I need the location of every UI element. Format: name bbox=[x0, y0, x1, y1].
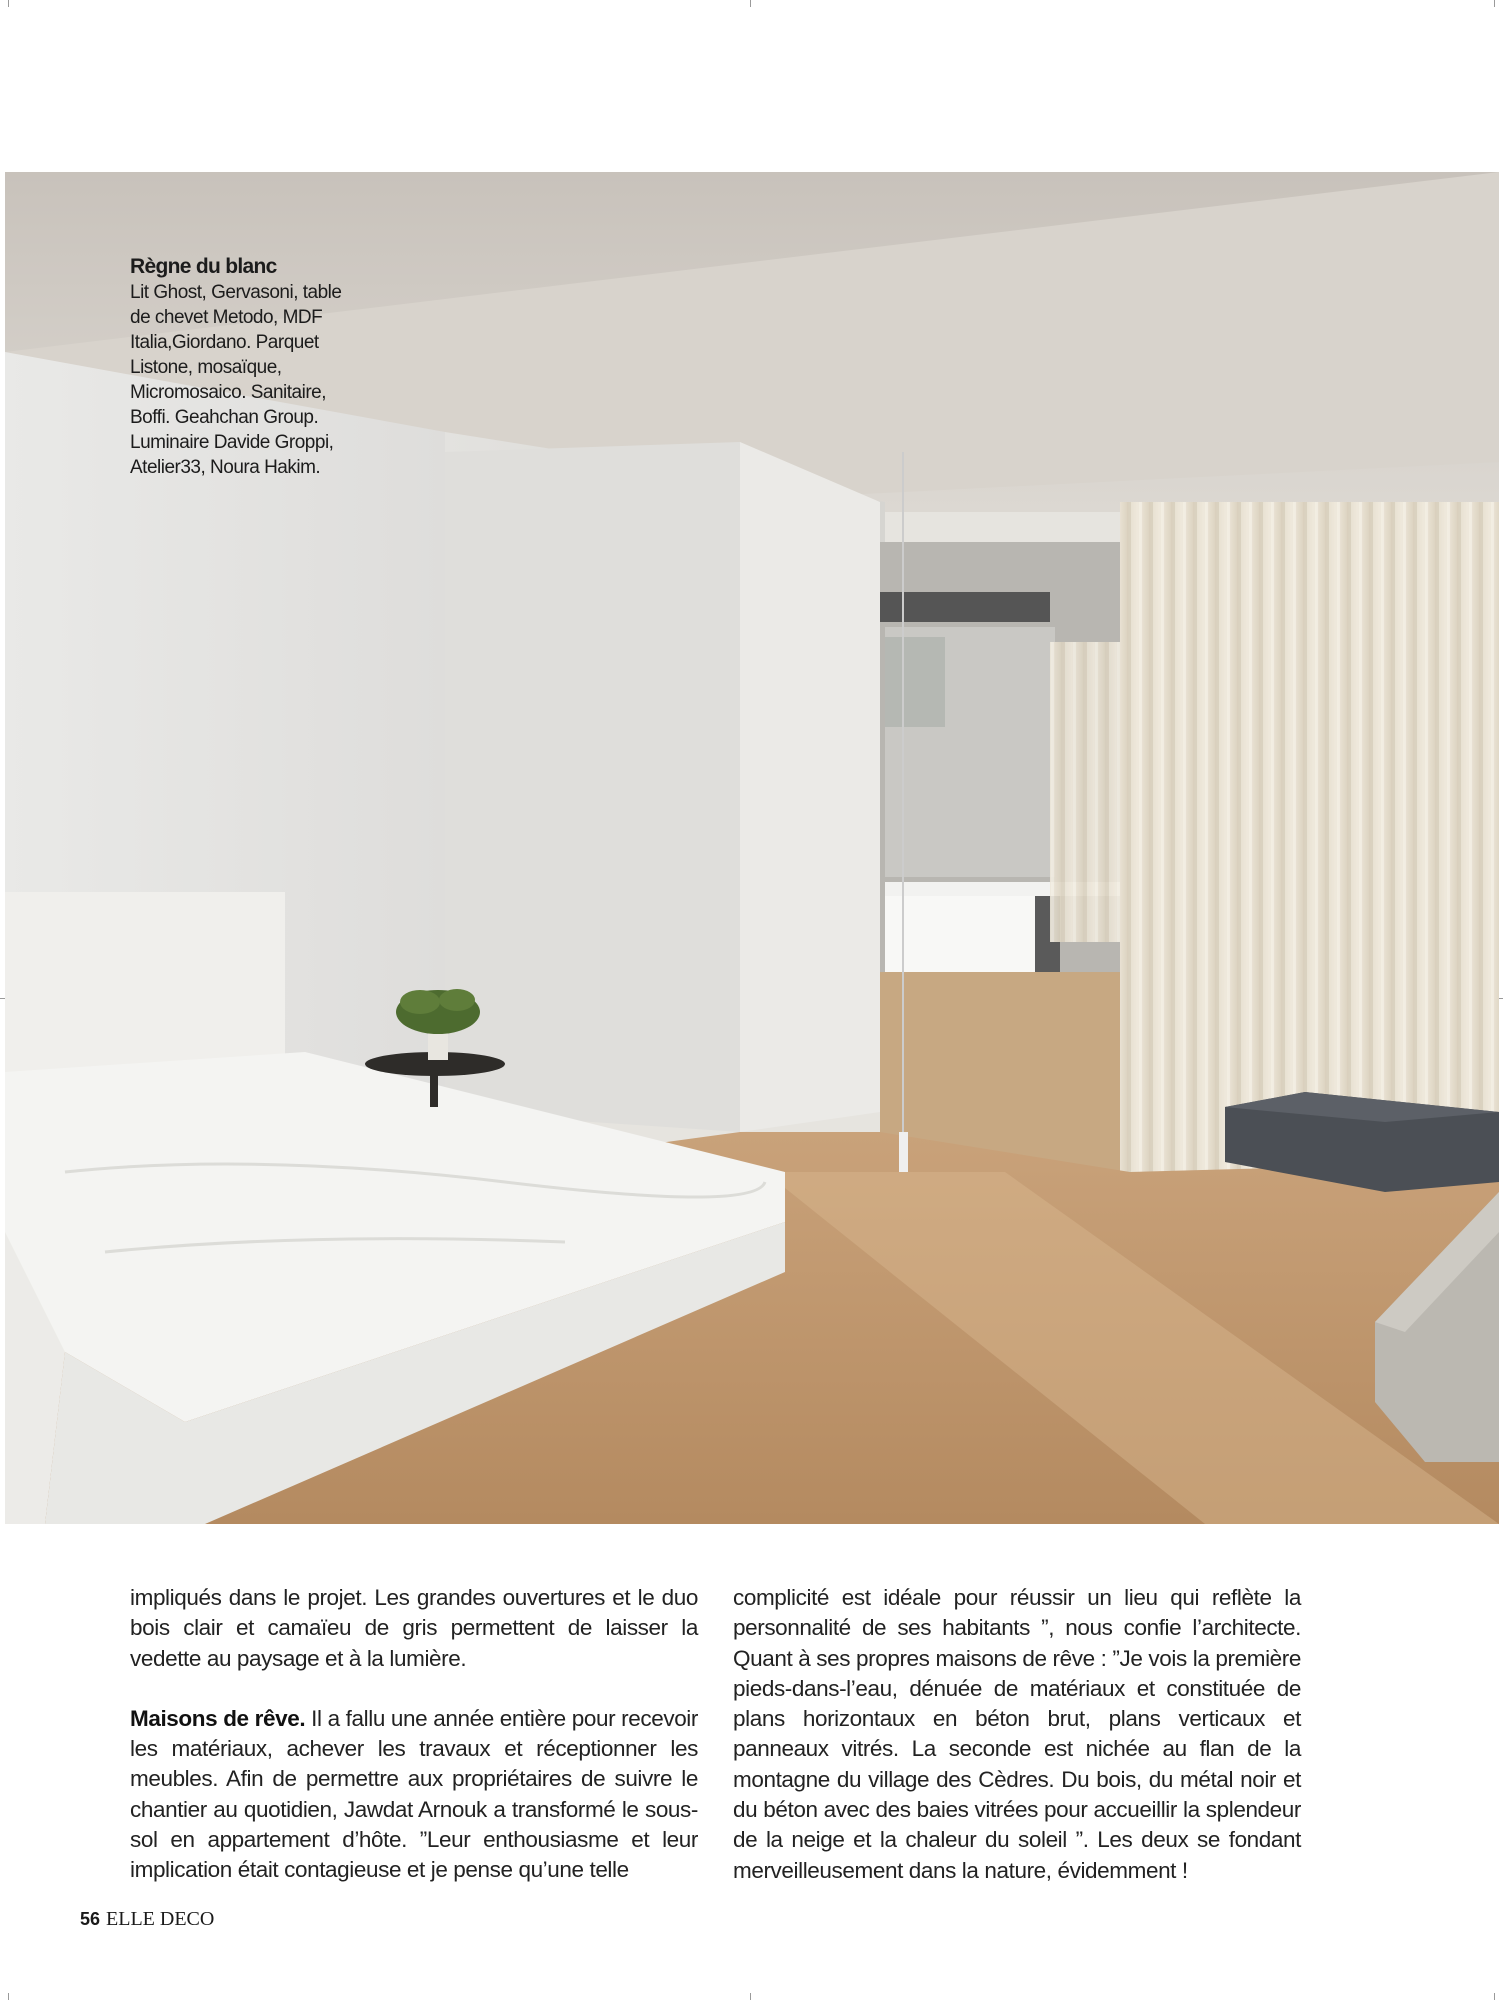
body-column-left bbox=[130, 1583, 698, 1886]
caption-line: Boffi. Geahchan Group. bbox=[130, 407, 319, 428]
caption-line: Atelier33, Noura Hakim. bbox=[130, 457, 321, 478]
crop-mark bbox=[750, 0, 751, 7]
paragraph bbox=[130, 1704, 698, 1886]
paragraph: complicité est idéale pour réussir un lieu qui reflète la personnalité de ses habitants ”, nous confie l’architecte. Quant à ses propres maisons de rêve : ”Je vois la première pieds-dans-l’eau, dénuée de matériaux et constituée de plans horizontaux en béton brut, plans verticaux et panneaux vitrés. La seconde est nichée au flan de la montagne du village des Cèdres. Du bois, du métal noir et du béton avec des baies vitrées pour accueillir la splendeur de la neige et la chaleur du soleil ”. Les deux se fondant merveilleusement dans la nature, évidemment ! bbox=[733, 1585, 1301, 1883]
caption-line: de chevet Metodo, MDF bbox=[130, 307, 323, 328]
page-folio bbox=[80, 1908, 214, 1931]
caption-title: Règne du blanc bbox=[130, 255, 277, 278]
page-number: 56 bbox=[80, 1909, 101, 1929]
magazine-name: ELLE DECO bbox=[106, 1908, 215, 1930]
section-heading: Maisons de rêve. bbox=[130, 1705, 306, 1731]
crop-mark bbox=[750, 1993, 751, 2000]
body-column-right bbox=[733, 1583, 1301, 1886]
caption-line: Micromosaico. Sanitaire, bbox=[130, 382, 327, 403]
caption-line: Lit Ghost, Gervasoni, table bbox=[130, 282, 342, 303]
crop-mark bbox=[8, 1993, 9, 2000]
caption-line: Luminaire Davide Groppi, bbox=[130, 432, 334, 453]
photo-caption bbox=[130, 254, 380, 480]
caption-line: Italia,Giordano. Parquet bbox=[130, 332, 319, 353]
crop-mark bbox=[1494, 1993, 1495, 2000]
paragraph-text: Il a fallu une année entière pour recevoir les matériaux, achever les travaux et réceptionner les meubles. Afin de permettre aux propriétaires de suivre le chantier au quotidien, Jawdat Arnouk a transformé le sous-sol en appartement d’hôte. ”Leur enthousiasme et leur implication était contagieuse et je pense qu’une telle bbox=[130, 1705, 698, 1883]
caption-line: Listone, mosaïque, bbox=[130, 357, 282, 378]
crop-mark bbox=[8, 0, 9, 7]
crop-mark bbox=[1494, 0, 1495, 7]
paragraph: impliqués dans le projet. Les grandes ouvertures et le duo bois clair et camaïeu de gris permettent de laisser la vedette au paysage et à la lumière. bbox=[130, 1585, 698, 1671]
